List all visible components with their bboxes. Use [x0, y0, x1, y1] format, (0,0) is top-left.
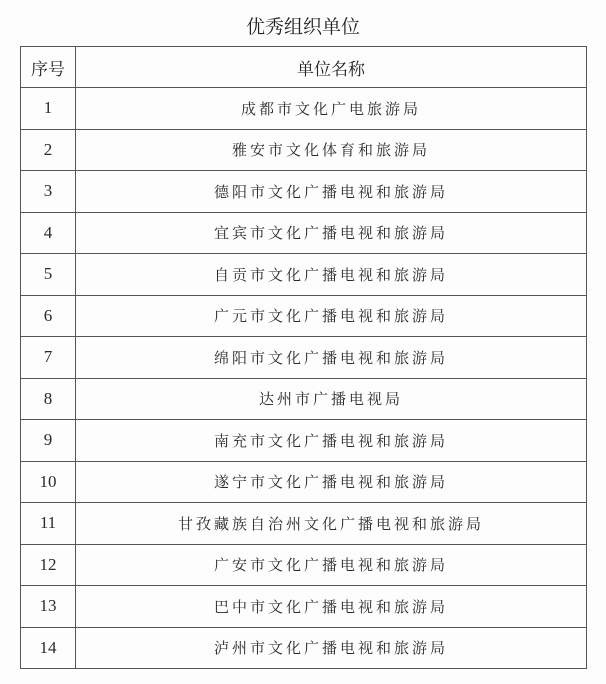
unit-name: 自贡市文化广播电视和旅游局	[76, 254, 587, 296]
table-row	[21, 295, 587, 337]
unit-name: 达州市广播电视局	[76, 378, 587, 420]
unit-name: 泸州市文化广播电视和旅游局	[76, 627, 587, 669]
unit-name: 巴中市文化广播电视和旅游局	[76, 586, 587, 628]
unit-name: 雅安市文化体育和旅游局	[76, 129, 587, 171]
document-title: 优秀组织单位	[245, 16, 360, 38]
serial-number: 8	[21, 378, 76, 420]
serial-number: 14	[21, 627, 76, 669]
unit-name: 南充市文化广播电视和旅游局	[76, 420, 587, 462]
serial-number: 6	[21, 295, 76, 337]
unit-name: 德阳市文化广播电视和旅游局	[76, 171, 587, 213]
table-row	[21, 254, 587, 296]
table-row	[21, 378, 587, 420]
serial-number: 3	[21, 171, 76, 213]
unit-name: 广安市文化广播电视和旅游局	[76, 544, 587, 586]
serial-number: 2	[21, 129, 76, 171]
serial-number: 5	[21, 254, 76, 296]
unit-name: 甘孜藏族自治州文化广播电视和旅游局	[76, 503, 587, 545]
table-row	[21, 586, 587, 628]
table-row	[21, 544, 587, 586]
serial-number: 10	[21, 461, 76, 503]
serial-number: 11	[21, 503, 76, 545]
unit-name: 遂宁市文化广播电视和旅游局	[76, 461, 587, 503]
header-unit-name: 单位名称	[76, 47, 587, 88]
unit-name: 绵阳市文化广播电视和旅游局	[76, 337, 587, 379]
organization-table	[20, 46, 587, 669]
serial-number: 12	[21, 544, 76, 586]
table-row	[21, 503, 587, 545]
table-row	[21, 461, 587, 503]
header-serial-number: 序号	[21, 47, 76, 88]
table-row	[21, 627, 587, 669]
unit-name: 广元市文化广播电视和旅游局	[76, 295, 587, 337]
unit-name: 宜宾市文化广播电视和旅游局	[76, 212, 587, 254]
table-row	[21, 171, 587, 213]
table-row	[21, 129, 587, 171]
serial-number: 7	[21, 337, 76, 379]
unit-name: 成都市文化广电旅游局	[76, 88, 587, 130]
serial-number: 4	[21, 212, 76, 254]
serial-number: 13	[21, 586, 76, 628]
table-row	[21, 88, 587, 130]
serial-number: 9	[21, 420, 76, 462]
table-row	[21, 212, 587, 254]
table-header-row	[21, 47, 587, 88]
table-row	[21, 337, 587, 379]
serial-number: 1	[21, 88, 76, 130]
table-row	[21, 420, 587, 462]
